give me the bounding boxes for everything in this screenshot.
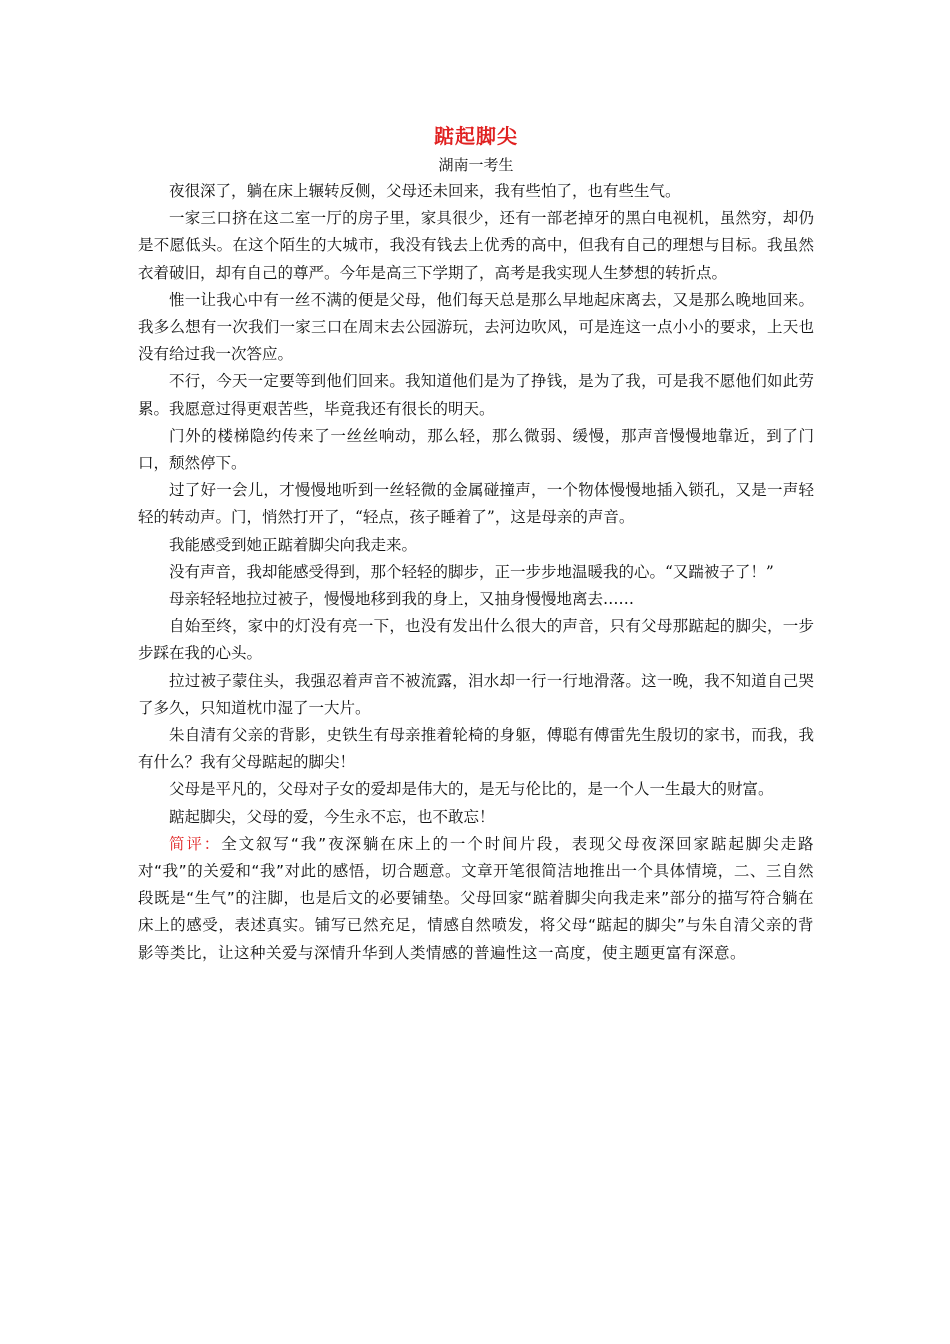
paragraph: 拉过被子蒙住头，我强忍着声音不被流露，泪水却一行一行地滑落。这一晚，我不知道自己哭了多久，只知道枕巾湿了一大片。 — [138, 671, 814, 717]
paragraph: 我能感受到她正踮着脚尖向我走来。 — [169, 535, 418, 554]
paragraph: 惟一让我心中有一丝不满的便是父母，他们每天总是那么早地起床离去，又是那么晚地回来。我多么想有一次我们一家三口在周末去公园游玩，去河边吹风，可是连这一点小小的要求，上天也没有给过我一次答应。 — [138, 290, 814, 364]
commentary-label: 简评： — [169, 834, 222, 853]
essay-title: 踮起脚尖 — [434, 124, 518, 148]
paragraph: 夜很深了，躺在床上辗转反侧，父母还未回来，我有些怕了，也有些生气。 — [169, 182, 681, 200]
paragraph: 不行，今天一定要等到他们回来。我知道他们是为了挣钱，是为了我，可是我不愿他们如此劳累。我愿意过得更艰苦些，毕竟我还有很长的明天。 — [138, 372, 814, 418]
paragraph: 父母是平凡的，父母对子女的爱却是伟大的，是无与伦比的，是一个人一生最大的财富。 — [169, 780, 774, 799]
paragraph: 一家三口挤在这二室一厅的房子里，家具很少，还有一部老掉牙的黑白电视机，虽然穷，却仍是不愿低头。在这个陌生的大城市，我没有钱去上优秀的高中，但我有自己的理想与目标。我虽然衣着破旧，却有自己的尊严。今年是高三下学期了，高考是我实现人生梦想的转折点。 — [138, 209, 814, 282]
paragraph: 踮起脚尖，父母的爱，今生永不忘，也不敢忘！ — [169, 807, 495, 826]
essay-author: 湖南一考生 — [438, 156, 514, 174]
paragraph: 自始至终，家中的灯没有亮一下，也没有发出什么很大的声音，只有父母那踮起的脚尖，一步步踩在我的心头。 — [138, 617, 814, 663]
paragraph: 没有声音，我却能感受得到，那个轻轻的脚步，正一步步地温暖我的心。“又踹被子了！” — [169, 562, 774, 581]
paragraph: 朱自清有父亲的背影，史铁生有母亲推着轮椅的身躯，傅聪有傅雷先生殷切的家书，而我，我有什么？我有父母踮起的脚尖！ — [138, 726, 814, 772]
document-page — [138, 120, 814, 967]
paragraph: 母亲轻轻地拉过被子，慢慢地移到我的身上，又抽身慢慢地离去…… — [169, 590, 635, 609]
paragraph: 过了好一会儿，才慢慢地听到一丝轻微的金属碰撞声，一个物体慢慢地插入锁孔，又是一声轻轻的转动声。门，悄然打开了，“轻点，孩子睡着了”，这是母亲的声音。 — [138, 481, 814, 527]
commentary — [138, 831, 814, 967]
paragraph: 门外的楼梯隐约传来了一丝丝响动，那么轻，那么微弱、缓慢，那声音慢慢地靠近，到了门口，颓然停下。 — [138, 426, 814, 473]
commentary-text: 全文叙写“我”夜深躺在床上的一个时间片段，表现父母夜深回家踮起脚尖走路对“我”的关爱和“我”对此的感悟，切合题意。文章开笔很简洁地推出一个具体情境，二、三自然段既是“生气”的注脚，也是后文的必要铺垫。父母回家“踮着脚尖向我走来”部分的描写符合躺在床上的感受，表述真实。铺写已然充足，情感自然喷发，将父母“踮起的脚尖”与朱自清父亲的背影等类比，让这种关爱与深情升华到人类情感的普遍性这一高度，使主题更富有深意。 — [138, 834, 814, 962]
